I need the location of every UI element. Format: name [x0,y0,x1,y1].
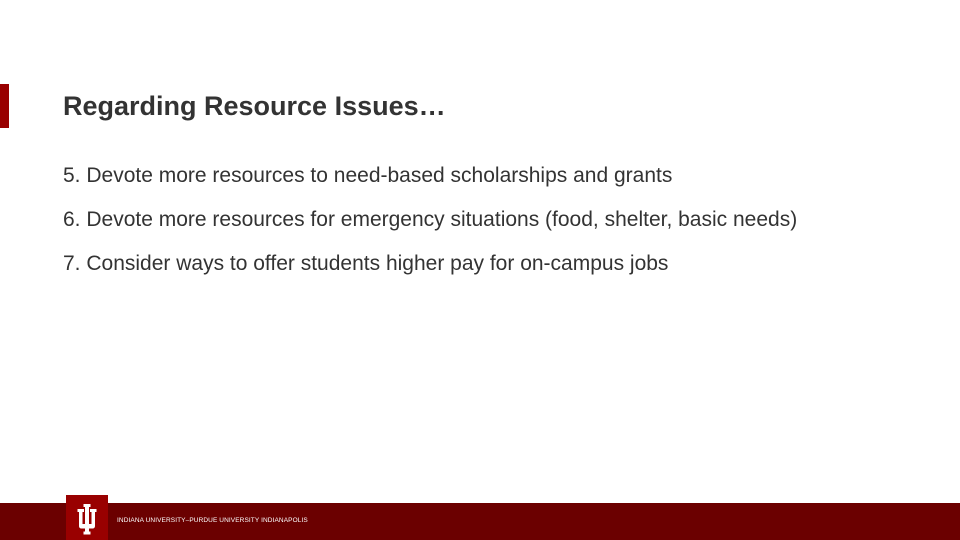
bullet-point-6: 6. Devote more resources for emergency situations (food, shelter, basic needs) [63,208,798,231]
iu-trident-icon [66,495,108,540]
institution-name: INDIANA UNIVERSITY–PURDUE UNIVERSITY INDIANAPOLIS [117,517,308,524]
slide-body [63,160,863,292]
title-accent-bar [0,84,9,128]
slide-title: Regarding Resource Issues… [63,91,446,121]
bullet-point-5: 5. Devote more resources to need-based scholarships and grants [63,164,673,187]
bullet-point-7: 7. Consider ways to offer students higher pay for on-campus jobs [63,252,669,275]
